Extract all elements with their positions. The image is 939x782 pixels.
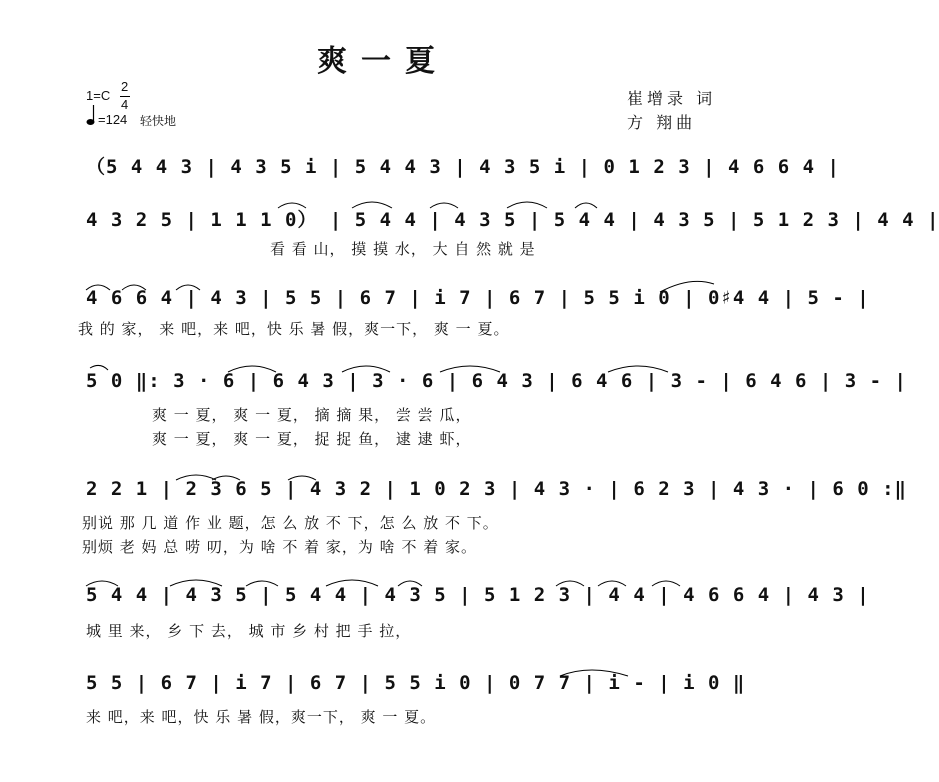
lyrics-line-7: 来 吧，来 吧，快 乐 暑 假，爽一下， 爽 一 夏。	[86, 708, 437, 726]
lyrics-line-2: 看 看 山， 摸 摸 水， 大 自 然 就 是	[270, 240, 536, 258]
tempo-value: =124	[98, 112, 128, 127]
notation-line-7: 5 5 | 6 7 | i 7 | 6 7 | 5 5 i 0 | 0 7 7 | i - | i 0 ‖	[86, 672, 746, 694]
lyricist-credit: 崔增录 词	[627, 89, 717, 108]
notation-line-5: 2 2 1 | 2 3 6 5 | 4 3 2 | 1 0 2 3 | 4 3 · | 6 2 3 | 4 3 · | 6 0 :‖	[86, 478, 907, 500]
time-signature-top: 2	[121, 79, 129, 94]
quarter-note-icon	[86, 104, 96, 126]
notation-line-3: 4 6 6 4 | 4 3 | 5 5 | 6 7 | i 7 | 6 7 | 5 5 i 0 | 0♯4 4 | 5 - |	[86, 287, 870, 309]
time-signature-bottom: 4	[121, 97, 129, 112]
key-signature: 1=C	[86, 88, 111, 103]
lyrics-line-5-verse-2: 别烦 老 妈 总 唠 叨，为 啥 不 着 家，为 啥 不 着 家。	[82, 538, 477, 556]
lyrics-line-4-verse-1: 爽 一 夏， 爽 一 夏， 摘 摘 果， 尝 尝 瓜，	[152, 406, 472, 424]
lyrics-line-3: 我 的 家， 来 吧，来 吧，快 乐 暑 假，爽一下， 爽 一 夏。	[78, 320, 510, 338]
lyrics-line-5-verse-1: 别说 那 几 道 作 业 题，怎 么 放 不 下，怎 么 放 不 下。	[82, 514, 499, 532]
notation-line-6: 5 4 4 | 4 3 5 | 5 4 4 | 4 3 5 | 5 1 2 3 | 4 4 | 4 6 6 4 | 4 3 |	[86, 584, 870, 606]
song-title: 爽一夏	[317, 44, 449, 79]
tempo-mark: 轻快地	[140, 114, 177, 128]
lyrics-line-4-verse-2: 爽 一 夏， 爽 一 夏， 捉 捉 鱼， 逮 逮 虾，	[152, 430, 472, 448]
notation-line-4: 5 0 ‖: 3 · 6 | 6 4 3 | 3 · 6 | 6 4 3 | 6 4 6 | 3 - | 6 4 6 | 3 - |	[86, 370, 907, 392]
notation-line-1: （5 4 4 3 | 4 3 5 i | 5 4 4 3 | 4 3 5 i | 0 1 2 3 | 4 6 6 4 |	[86, 156, 840, 178]
lyrics-line-6: 城 里 来， 乡 下 去， 城 市 乡 村 把 手 拉，	[86, 622, 412, 640]
composer-credit: 方 翔曲	[627, 113, 697, 132]
notation-line-2: 4 3 2 5 | 1 1 1 0） | 5 4 4 | 4 3 5 | 5 4 4 | 4 3 5 | 5 1 2 3 | 4 4 |	[86, 209, 939, 231]
